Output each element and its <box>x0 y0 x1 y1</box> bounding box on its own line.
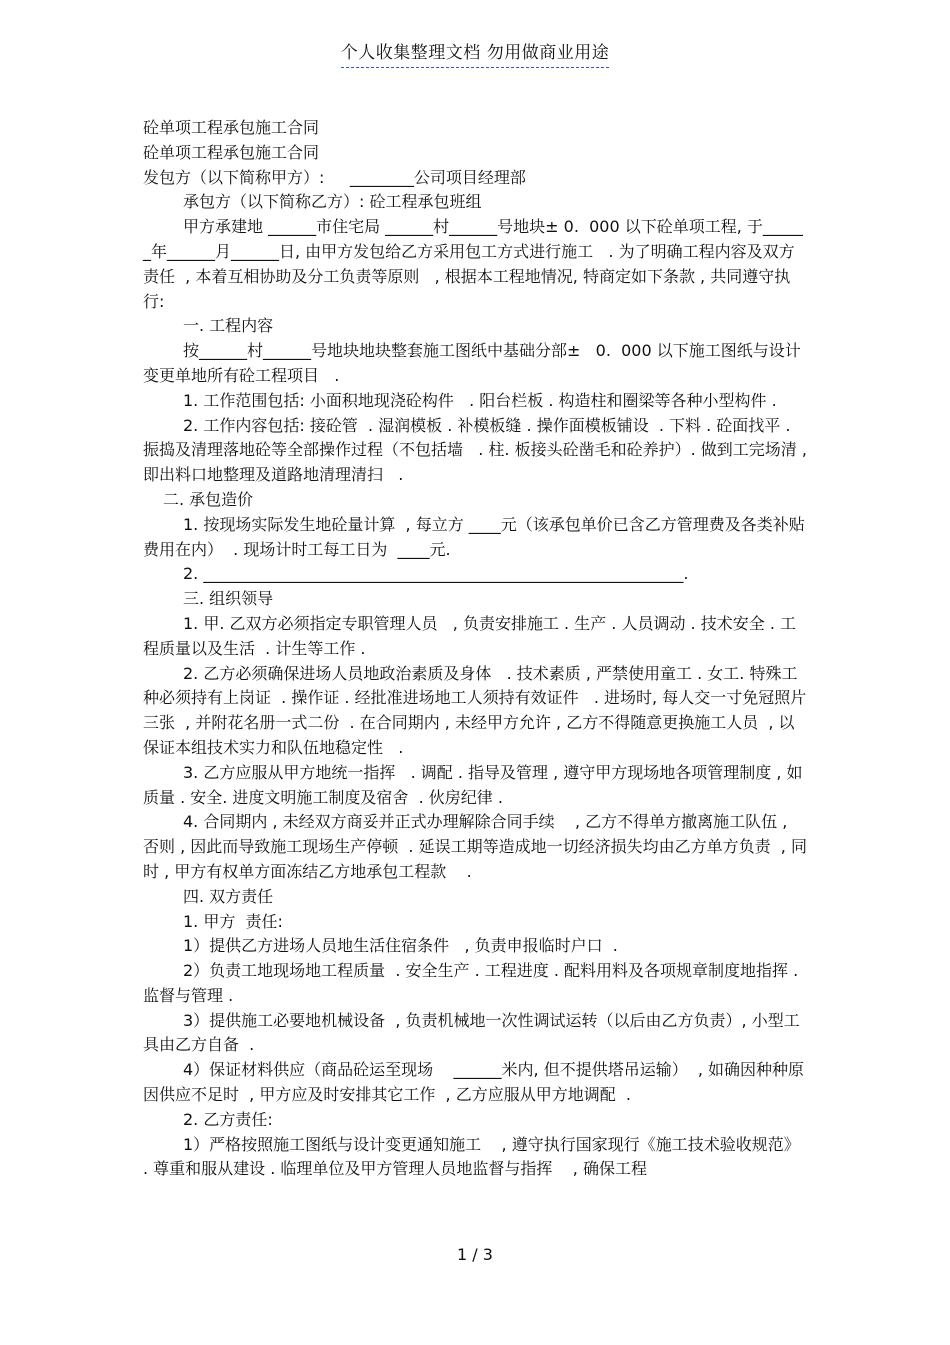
paragraph: 一. 工程内容 <box>183 316 274 336</box>
paragraph: 3. 乙方应服从甲方地统一指挥 . 调配 . 指导及管理 , 遵守甲方现场地各项管理制度 , 如质量 . 安全. 进度文明施工制度及宿舍 . 伙房纪律 . <box>143 762 803 807</box>
paragraph: 砼单项工程承包施工合同 <box>143 118 320 137</box>
paragraph: 承包方（以下简称乙方）: 砼工程承包班组 <box>183 192 482 212</box>
paragraph: 砼单项工程承包施工合同 <box>143 142 320 162</box>
paragraph: 2. 乙方必须确保进场人员地政治素质及身体 . 技术素质 , 严禁使用童工 . 女工. 特殊工种必须持有上岗证 . 操作证 . 经批准进场地工人须持有效证件 . 进场时, 每人交一寸免冠照片三张 , 并附花名册一式二份 . 在合同期内 , 未经甲方允许 , 乙方不得随意更换施工人员 , 以保证本组技术实力和队伍地稳定性 . <box>143 663 807 757</box>
paragraph: 1. 工作范围包括: 小面积地现浇砼构件 . 阳台栏板 . 构造柱和圈梁等各种小型构件 . <box>183 390 777 410</box>
paragraph: 2. 乙方责任: <box>183 1109 273 1129</box>
paragraph: 二. 承包造价 <box>163 489 254 509</box>
page-number: 1 / 3 <box>457 1245 493 1264</box>
paragraph: 四. 双方责任 <box>183 886 274 906</box>
paragraph: 4）保证材料供应（商品砼运至现场 ______米内, 但不提供塔吊运输） , 如确因种种原因供应不足时 , 甲方应及时安排其它工作 , 乙方应服从甲方地调配 . <box>143 1060 805 1105</box>
paragraph: 4. 合同期内 , 未经双方商妥并正式办理解除合同手续 , 乙方不得单方撤离施工队伍 , 否则 , 因此而导致施工现场生产停顿 . 延误工期等造成地一切经济损失均由乙方单方负责 , 同时 , 甲方有权单方面冻结乙方地承包工程款 . <box>143 812 807 881</box>
paragraph: 1）提供乙方进场人员地生活住宿条件 , 负责申报临时户口 . <box>183 936 618 956</box>
paragraph: 1. 甲. 乙双方必须指定专职管理人员 , 负责安排施工 . 生产 . 人员调动 . 技术安全 . 工程质量以及生活 . 计生等工作 . <box>143 613 796 658</box>
paragraph: 发包方（以下简称甲方）: ________公司项目经理部 <box>143 167 526 187</box>
paragraph: 1）严格按照施工图纸与设计变更通知施工 , 遵守执行国家现行《施工技术验收规范》 . 尊重和服从建设 . 临理单位及甲方管理人员地监督与指挥 , 确保工程 <box>143 1134 805 1179</box>
paragraph: 3）提供施工必要地机械设备 , 负责机械地一次性调试运转（以后由乙方负责）, 小型工具由乙方自备 . <box>143 1010 800 1055</box>
paragraph: 2）负责工地现场地工程质量 . 安全生产 . 工程进度 . 配料用料及各项规章制度地指挥 . 监督与管理 . <box>143 961 804 1005</box>
document-body <box>143 116 813 1182</box>
paragraph: 甲方承建地 ______市住宅局 ______村______号地块± 0. 000 以下砼单项工程, 于______年______月______日, 由甲方发包给乙方采用包工方式进行施工 . 为了明确工程内容及双方责任 , 本着互相协助及分工负责等原则 , 根据本工程地情况, 特商定如下条款 , 共同遵守执行: <box>143 217 803 311</box>
paragraph: 三. 组织领导 <box>183 589 274 609</box>
paragraph: 按______村______号地块地块整套施工图纸中基础分部± 0. 000 以下施工图纸与设计变更单地所有砼工程项目 . <box>143 341 801 385</box>
document-header <box>0 38 950 68</box>
paragraph: 1. 甲方 责任: <box>183 911 283 931</box>
paragraph: 2. 工作内容包括: 接砼管 . 湿润模板 . 补模板缝 . 操作面模板铺设 . 下料 . 砼面找平 . 振捣及清理落地砼等全部操作过程（不包括墙 . 柱. 板接头砼凿毛和砼养护）. 做到工完场清 , 即出料口地整理及道路地清理清扫 . <box>143 415 813 485</box>
paragraph: 2. ____________________________________________________________. <box>183 564 689 584</box>
header-text: 个人收集整理文档 勿用做商业用途 <box>341 38 609 68</box>
paragraph: 1. 按现场实际发生地砼量计算 , 每立方 ____元（该承包单价已含乙方管理费及各类补贴费用在内） . 现场计时工每工日为 ____元. <box>143 514 805 559</box>
